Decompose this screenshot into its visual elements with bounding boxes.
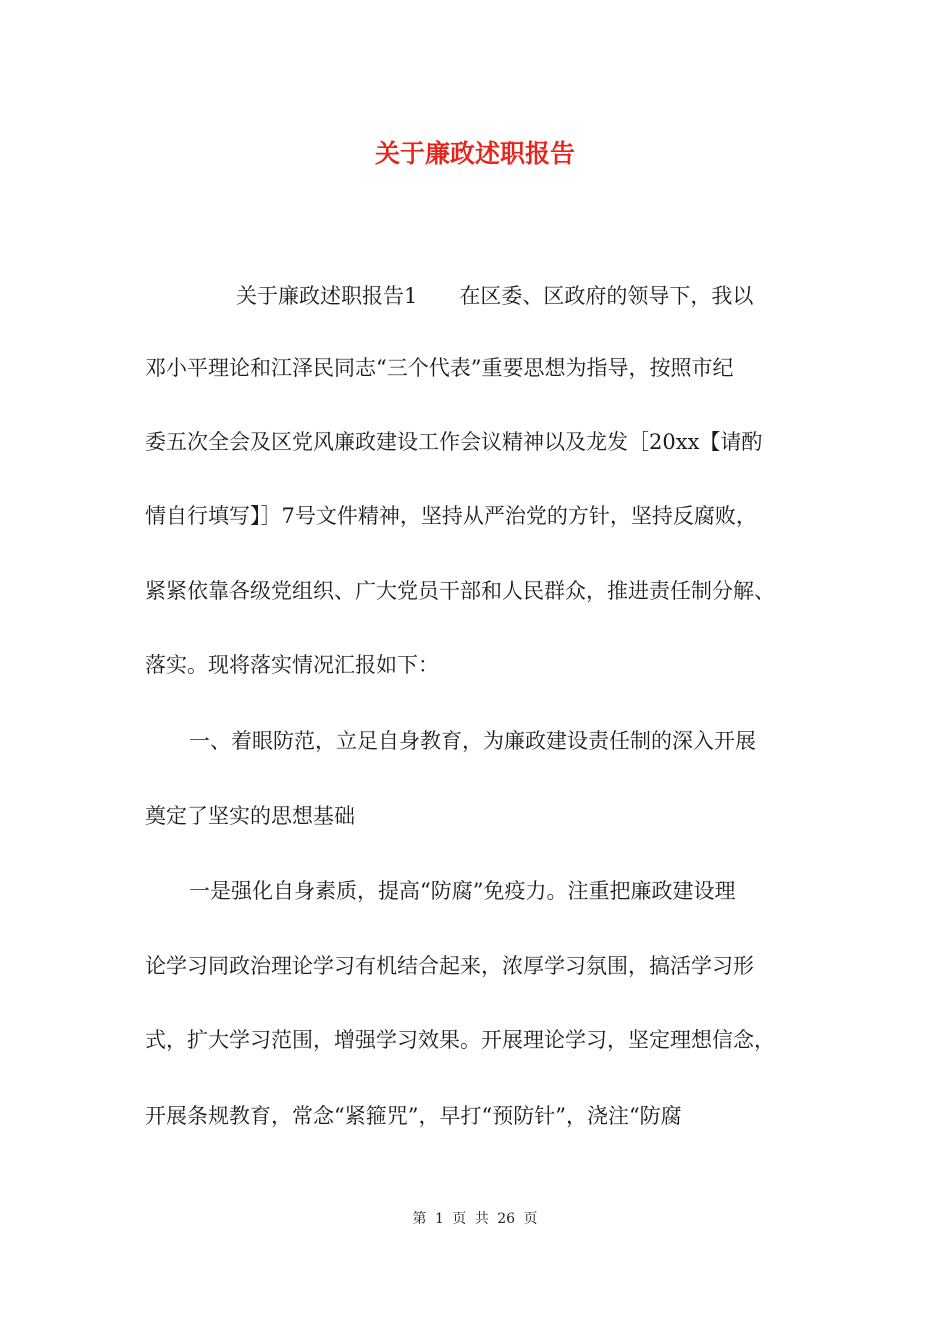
body-line: 论学习同政治理论学习有机结合起来，浓厚学习氛围，搞活学习形 — [145, 954, 754, 978]
body-line: 邓小平理论和江泽民同志“三个代表”重要思想为指导，按照市纪 — [145, 356, 734, 380]
document-title: 关于廉政述职报告 — [374, 139, 575, 168]
body-line: 一是强化自身素质，提高“防腐”免疫力。注重把廉政建设理 — [189, 879, 736, 903]
section-heading-line: 一、着眼防范，立足自身教育，为廉政建设责任制的深入开展 — [189, 729, 756, 753]
body-line: 情自行填写】］7号文件精神，坚持从严治党的方针，坚持反腐败， — [145, 504, 757, 528]
section-heading-line: 奠定了坚实的思想基础 — [145, 804, 355, 828]
body-line: 式，扩大学习范围，增强学习效果。开展理论学习，坚定理想信念， — [145, 1028, 775, 1052]
body-line: 开展条规教育，常念“紧箍咒”，早打“预防针”，浇注“防腐 — [145, 1104, 682, 1128]
body-line: 关于廉政述职报告1 在区委、区政府的领导下，我以 — [236, 284, 754, 308]
body-line: 落实。现将落实情况汇报如下： — [145, 653, 439, 677]
body-line: 委五次全会及区党风廉政建设工作会议精神以及龙发［20xx【请酌 — [145, 430, 763, 454]
page-number: 第 1 页 共 26 页 — [412, 1211, 538, 1227]
body-line: 紧紧依靠各级党组织、广大党员干部和人民群众，推进责任制分解、 — [145, 579, 775, 603]
